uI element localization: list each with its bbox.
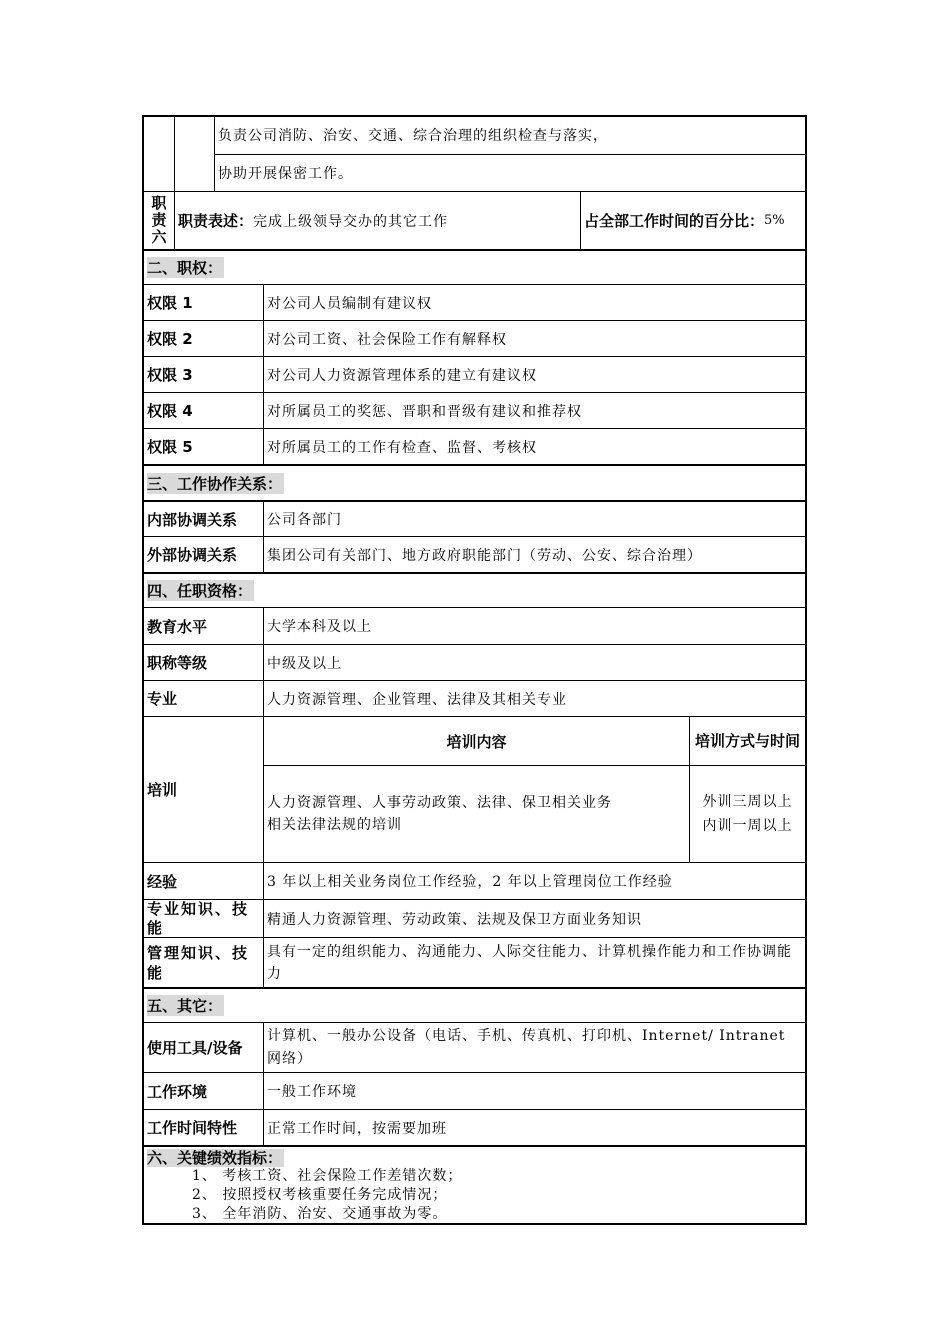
- section3-title-text: 三、工作协作关系：: [147, 474, 283, 493]
- training-content: [264, 766, 690, 862]
- authority-value: 对所属员工的工作有检查、监督、考核权: [267, 439, 537, 456]
- kpi-item: 1、 考核工资、社会保险工作差错次数；: [192, 1168, 463, 1184]
- section2-header: [144, 249, 805, 284]
- duty-cont-line2: 协助开展保密工作。: [218, 165, 353, 182]
- section5-header: [144, 987, 805, 1022]
- other-label: 使用工具/设备: [144, 1023, 264, 1072]
- other-row: [144, 1072, 805, 1109]
- qualification-value: 人力资源管理、企业管理、法律及其相关专业: [267, 691, 567, 708]
- training-label: 培训: [144, 717, 264, 862]
- training-content-header: 培训内容: [264, 717, 690, 765]
- relation-label: 外部协调关系: [144, 537, 264, 572]
- training-row: [144, 716, 805, 862]
- other-label: 工作环境: [144, 1073, 264, 1109]
- training-method-line2: 内训一周以上: [702, 818, 793, 834]
- authority-label: 权限 4: [144, 393, 264, 428]
- duty6-pct-label: 占全部工作时间的百分比：: [584, 212, 765, 230]
- duty-spacer-empty: [175, 117, 215, 191]
- duty6-desc-value: 完成上级领导交办的其它工作: [253, 213, 449, 230]
- other-value: 正常工作时间，按需要加班: [267, 1120, 447, 1137]
- other-value: 一般工作环境: [267, 1084, 357, 1100]
- authority-label: 权限 2: [144, 321, 264, 356]
- relation-value: 集团公司有关部门、地方政府职能部门（劳动、公安、综合治理）: [267, 547, 702, 564]
- duty6-tag-char3: 六: [151, 228, 167, 246]
- authority-value: 对公司工资、社会保险工作有解释权: [267, 331, 507, 348]
- relation-value: 公司各部门: [267, 512, 342, 528]
- other-label: 工作时间特性: [144, 1110, 264, 1145]
- section6-title-text: 六、关键绩效指标：: [147, 1149, 283, 1167]
- duty-cont-line1: 负责公司消防、治安、交通、综合治理的组织检查与落实，: [215, 117, 805, 155]
- relation-label: 内部协调关系: [144, 502, 264, 536]
- section6-block: [144, 1145, 805, 1223]
- authority-label: 权限 5: [144, 429, 264, 464]
- section2-title-text: 二、职权：: [147, 259, 223, 277]
- professional-skill-label: 专业知识、技能: [144, 900, 264, 937]
- qualification-row: [144, 680, 805, 716]
- qualification-row: [144, 644, 805, 680]
- training-method-line1: 外训三周以上: [702, 794, 793, 810]
- duty6-tag-char2: 责: [151, 211, 167, 229]
- relation-row: [144, 500, 805, 536]
- professional-skill-value: 精通人力资源管理、劳动政策、法规及保卫方面业务知识: [267, 911, 642, 928]
- professional-skill-row: [144, 899, 805, 937]
- authority-row: [144, 428, 805, 464]
- authority-row: [144, 392, 805, 428]
- training-content-line1: 人力资源管理、人事劳动政策、法律、保卫相关业务: [267, 795, 612, 811]
- duty6-pct-value: 5%: [764, 213, 785, 228]
- section4-header: [144, 572, 805, 607]
- qualification-label: 职称等级: [144, 645, 264, 680]
- relation-row: [144, 536, 805, 572]
- duty6-description: [175, 192, 581, 249]
- duty-continuation-row: [144, 117, 805, 191]
- duty6-tag: [144, 192, 175, 249]
- authority-label: 权限 1: [144, 285, 264, 320]
- section4-title: [144, 574, 257, 607]
- qualification-label: 教育水平: [144, 608, 264, 644]
- section3-header: [144, 464, 805, 500]
- authority-value: 对公司人力资源管理体系的建立有建议权: [267, 367, 537, 384]
- job-description-table: [142, 115, 807, 1225]
- authority-label: 权限 3: [144, 357, 264, 392]
- authority-row: [144, 356, 805, 392]
- section4-title-text: 四、任职资格：: [147, 582, 253, 600]
- experience-row: [144, 862, 805, 899]
- management-skill-row: [144, 937, 805, 987]
- kpi-item: 3、 全年消防、治安、交通事故为零。: [192, 1206, 448, 1222]
- training-method: [690, 766, 805, 862]
- management-skill-label: 管理知识、技能: [144, 938, 264, 987]
- training-method-header: 培训方式与时间: [694, 732, 800, 750]
- other-value: 计算机、一般办公设备（电话、手机、传真机、打印机、Internet/ Intranet 网络）: [267, 1027, 786, 1067]
- qualification-value: 中级及以上: [267, 655, 342, 672]
- section5-title: [144, 989, 227, 1022]
- duty6-percentage: [581, 192, 805, 249]
- section3-title: [144, 466, 287, 500]
- authority-value: 对所属员工的奖惩、晋职和晋级有建议和推荐权: [267, 403, 582, 420]
- duty6-row: [144, 191, 805, 249]
- section6-title: [144, 1149, 805, 1167]
- qualification-row: [144, 607, 805, 644]
- other-row: [144, 1109, 805, 1145]
- duty6-desc-label: 职责表述：: [178, 212, 254, 230]
- experience-value: 3 年以上相关业务岗位工作经验，2 年以上管理岗位工作经验: [267, 874, 673, 890]
- other-row: [144, 1022, 805, 1072]
- section5-title-text: 五、其它：: [147, 997, 223, 1015]
- training-content-line2: 相关法律法规的培训: [267, 817, 402, 833]
- authority-value: 对公司人员编制有建议权: [267, 295, 432, 312]
- experience-label: 经验: [144, 863, 264, 899]
- qualification-label: 专业: [144, 681, 264, 716]
- authority-row: [144, 284, 805, 320]
- management-skill-value: 具有一定的组织能力、沟通能力、人际交往能力、计算机操作能力和工作协调能力: [267, 943, 792, 982]
- authority-row: [144, 320, 805, 356]
- duty-tag-empty: [144, 117, 175, 191]
- qualification-value: 大学本科及以上: [267, 619, 372, 635]
- section2-title: [144, 251, 227, 284]
- kpi-item: 2、 按照授权考核重要任务完成情况；: [192, 1187, 448, 1203]
- duty6-tag-char1: 职: [151, 194, 167, 212]
